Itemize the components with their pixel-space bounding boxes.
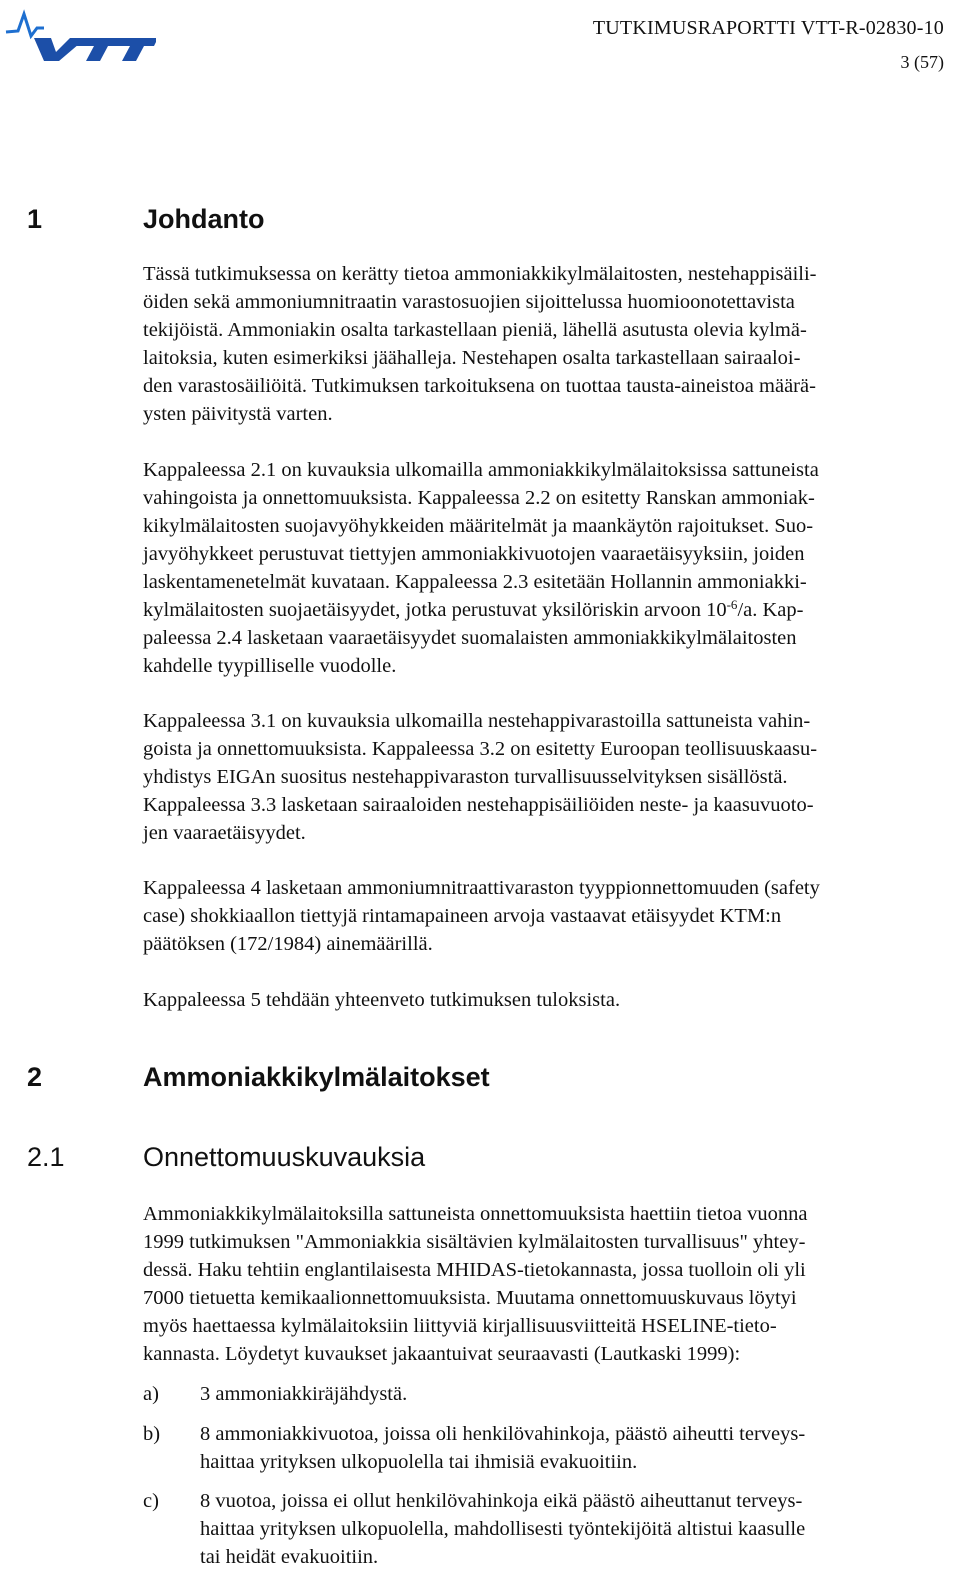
text-line: öiden sekä ammoniumnitraatin varastosuojien sijoittelussa huomioonotettavista [143, 291, 795, 313]
text-line: Kappaleessa 3.3 lasketaan sairaaloiden nestehappisäiliöiden neste- ja kaasuvuoto- [143, 794, 814, 816]
list-text [200, 1380, 407, 1408]
text-line: den varastosäiliöitä. Tutkimuksen tarkoituksena on tuottaa tausta-aineistoa määrä- [143, 375, 816, 397]
text-line: 1999 tutkimuksen "Ammoniakkia sisältävien kylmälaitosten turvallisuus" yhtey- [143, 1231, 806, 1253]
text-line: 8 vuotoa, joissa ei ollut henkilövahinkoja eikä päästö aiheuttanut terveys- [200, 1490, 803, 1512]
text-line-with-superscript [143, 596, 943, 624]
intro-paragraph-3 [143, 707, 943, 847]
text-line: Tässä tutkimuksessa on kerätty tietoa ammoniakkikylmälaitosten, nestehappisäili- [143, 263, 817, 285]
section-title: Ammoniakkikylmälaitokset [143, 1062, 490, 1092]
text-line: yhdistys EIGAn suositus nestehappivaraston turvallisuusselvityksen sisällöstä. [143, 766, 788, 788]
text-line: Kappaleessa 3.1 on kuvauksia ulkomailla nestehappivarastoilla sattuneista vahin- [143, 710, 811, 732]
text-segment: /a. Kap- [737, 599, 804, 621]
text-line: 8 ammoniakkivuotoa, joissa oli henkilövahinkoja, päästö aiheutti terveys- [200, 1423, 806, 1445]
text-line: goista ja onnettomuuksista. Kappaleessa 3.2 on esitetty Euroopan teollisuuskaasu- [143, 738, 818, 760]
list-label: a) [143, 1383, 159, 1405]
page-number: 3 (57) [900, 52, 944, 72]
text-line: tai heidät evakuoitiin. [200, 1546, 379, 1568]
text-line: haittaa yrityksen ulkopuolella, mahdollisesti työntekijöitä altistui kaasulle [200, 1518, 806, 1540]
text-line: javyöhykkeet perustuvat tiettyjen ammoniakkivuotojen vaaraetäisyyksiin, joiden [143, 543, 805, 565]
logo-wave [6, 14, 44, 36]
section-title: Johdanto [143, 204, 265, 234]
text-line: laitoksia, kuten esimerkiksi jäähalleja. Nestehapen osalta tarkastellaan sairaaloi- [143, 347, 801, 369]
list-text [200, 1420, 805, 1476]
text-segment: kylmälaitosten suojaetäisyydet, jotka perustuvat yksilöriskin arvoon 10 [143, 599, 727, 621]
section-number: 2 [27, 1062, 43, 1092]
subsection-number: 2.1 [27, 1142, 65, 1172]
text-line: laskentamenetelmät kuvataan. Kappaleessa 2.3 esitetään Hollannin ammoniakki- [143, 571, 807, 593]
vtt-logo [4, 6, 156, 62]
text-line: Kappaleessa 4 lasketaan ammoniumnitraattivaraston tyyppionnettomuuden (safety [143, 877, 820, 899]
text-line: paleessa 2.4 lasketaan vaaraetäisyydet suomalaisten ammoniakkikylmälaitosten [143, 627, 797, 649]
text-line: case) shokkiaallon tiettyjä rintamapaineen arvoja vastaavat etäisyydet KTM:n [143, 905, 782, 927]
text-line: Kappaleessa 2.1 on kuvauksia ulkomailla ammoniakkikylmälaitoksissa sattuneista [143, 459, 819, 481]
text-line: Kappaleessa 5 tehdään yhteenveto tutkimuksen tuloksista. [143, 989, 621, 1011]
text-line: kannasta. Löydetyt kuvaukset jakaantuivat seuraavasti (Lautkaski 1999): [143, 1343, 741, 1365]
text-line: 7000 tietuetta kemikaalionnettomuuksista. Muutama onnettomuuskuvaus löytyi [143, 1287, 797, 1309]
text-line: kahdelle tyypilliselle vuodolle. [143, 655, 397, 677]
logo-v [34, 38, 86, 61]
section-number: 1 [27, 204, 43, 234]
logo-t2 [112, 38, 156, 61]
text-line: dessä. Haku tehtiin englantilaisesta MHIDAS-tietokannasta, jossa tuolloin oli yli [143, 1259, 806, 1281]
list-text [200, 1487, 805, 1571]
text-line: jen vaaraetäisyydet. [143, 822, 306, 844]
list-label: c) [143, 1490, 159, 1512]
text-line: päätöksen (172/1984) ainemäärillä. [143, 933, 433, 955]
intro-paragraph-2 [143, 456, 943, 680]
accident-paragraph [143, 1200, 943, 1368]
text-line: haittaa yrityksen ulkopuolella tai ihmisiä evakuoitiin. [200, 1451, 638, 1473]
text-line: myös haettaessa kylmälaitoksiin liittyviä kirjallisuusviitteitä HSELINE-tieto- [143, 1315, 777, 1337]
report-id: TUTKIMUSRAPORTTI VTT-R-02830-10 [592, 17, 944, 39]
exponent: -6 [726, 597, 738, 612]
intro-paragraph-4 [143, 874, 943, 958]
text-line: vahingoista ja onnettomuuksista. Kappaleessa 2.2 on esitetty Ranskan ammoniak- [143, 487, 815, 509]
text-line: ysten päivitystä varten. [143, 403, 333, 425]
intro-paragraph-1 [143, 260, 943, 428]
text-line: tekijöistä. Ammoniakin osalta tarkastellaan pieniä, lähellä asutusta olevia kylmä- [143, 319, 807, 341]
subsection-title: Onnettomuuskuvauksia [143, 1142, 426, 1172]
intro-paragraph-5 [143, 986, 943, 1014]
text-line: Ammoniakkikylmälaitoksilla sattuneista onnettomuuksista haettiin tietoa vuonna [143, 1203, 808, 1225]
text-line: kikylmälaitosten suojavyöhykkeiden määritelmät ja maankäytön rajoitukset. Suo- [143, 515, 814, 537]
list-label: b) [143, 1423, 161, 1445]
text-line: 3 ammoniakkiräjähdystä. [200, 1383, 408, 1405]
